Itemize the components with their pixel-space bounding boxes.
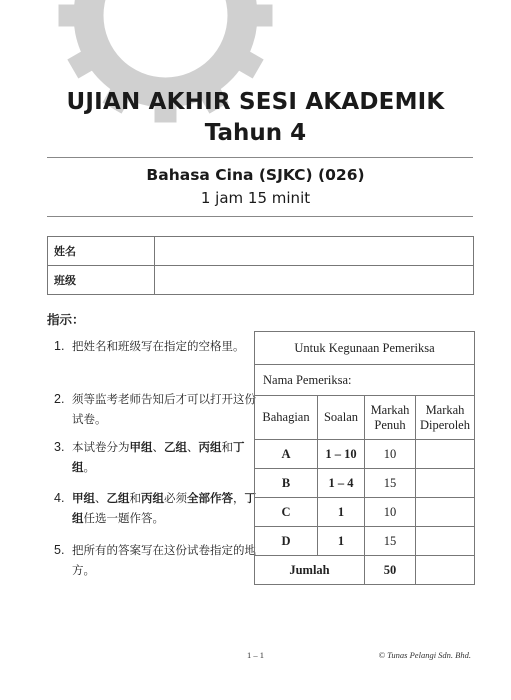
examiner-table <box>254 331 475 585</box>
penuh-cell: 15 <box>365 469 416 498</box>
instruction-number: 4. <box>54 491 65 505</box>
header-soalan: Soalan <box>318 396 365 440</box>
bahagian-cell: D <box>255 527 318 556</box>
instruction-item <box>54 336 254 378</box>
total-row <box>255 556 475 585</box>
diperoleh-cell[interactable] <box>416 498 475 527</box>
penuh-cell: 10 <box>365 498 416 527</box>
soalan-cell: 1 <box>318 527 365 556</box>
header-markah-diperoleh: Markah Diperoleh <box>416 396 475 440</box>
header-markah-penuh: Markah Penuh <box>365 396 416 440</box>
diperoleh-cell[interactable] <box>416 440 475 469</box>
instruction-number: 1. <box>54 339 65 353</box>
divider-top <box>47 157 473 158</box>
diperoleh-cell[interactable] <box>416 469 475 498</box>
examiner-table-title: Untuk Kegunaan Pemeriksa <box>255 332 475 365</box>
table-row <box>255 440 475 469</box>
penuh-cell: 15 <box>365 527 416 556</box>
total-label: Jumlah <box>255 556 365 585</box>
bahagian-cell: C <box>255 498 318 527</box>
instruction-text: 把姓名和班级写在指定的空格里。 <box>72 339 245 353</box>
page-number: 1 – 1 <box>247 650 264 660</box>
exam-duration: 1 jam 15 minit <box>200 189 311 207</box>
class-field[interactable] <box>155 266 474 295</box>
diperoleh-cell[interactable] <box>416 527 475 556</box>
instruction-item <box>54 389 254 431</box>
table-row <box>255 527 475 556</box>
table-row <box>255 469 475 498</box>
instruction-number: 3. <box>54 440 65 454</box>
soalan-cell: 1 – 4 <box>318 469 365 498</box>
soalan-cell: 1 <box>318 498 365 527</box>
instruction-number: 5. <box>54 543 65 557</box>
bahagian-cell: A <box>255 440 318 469</box>
copyright: © Tunas Pelangi Sdn. Bhd. <box>378 650 471 660</box>
instruction-text: 甲组、乙组和丙组必须全部作答，丁组任选一题作答。 <box>72 491 256 525</box>
name-row <box>48 237 474 266</box>
subject-title: Bahasa Cina (SJKC) (026) <box>146 166 365 184</box>
class-label: 班级 <box>48 266 155 295</box>
page-subtitle: Tahun 4 <box>204 120 307 146</box>
penuh-cell: 10 <box>365 440 416 469</box>
instruction-item <box>54 437 254 479</box>
soalan-cell: 1 – 10 <box>318 440 365 469</box>
divider-bottom <box>47 216 473 217</box>
name-field[interactable] <box>155 237 474 266</box>
instructions-title: 指示： <box>47 312 85 327</box>
name-label: 姓名 <box>48 237 155 266</box>
table-row <box>255 498 475 527</box>
header-bahagian: Bahagian <box>255 396 318 440</box>
instruction-item <box>54 540 254 582</box>
examiner-name-label: Nama Pemeriksa: <box>255 365 475 396</box>
class-row <box>48 266 474 295</box>
instruction-text: 须等监考老师告知后才可以打开这份试卷。 <box>72 392 256 426</box>
total-diperoleh-cell[interactable] <box>416 556 475 585</box>
instruction-item <box>54 488 254 530</box>
instruction-number: 2. <box>54 392 65 406</box>
total-value: 50 <box>365 556 416 585</box>
instruction-text: 把所有的答案写在这份试卷指定的地方。 <box>72 543 256 577</box>
student-info-table <box>47 236 474 295</box>
instruction-text: 本试卷分为甲组、乙组、丙组和丁组。 <box>72 440 245 474</box>
page-title: UJIAN AKHIR SESI AKADEMIK <box>66 89 445 115</box>
bahagian-cell: B <box>255 469 318 498</box>
